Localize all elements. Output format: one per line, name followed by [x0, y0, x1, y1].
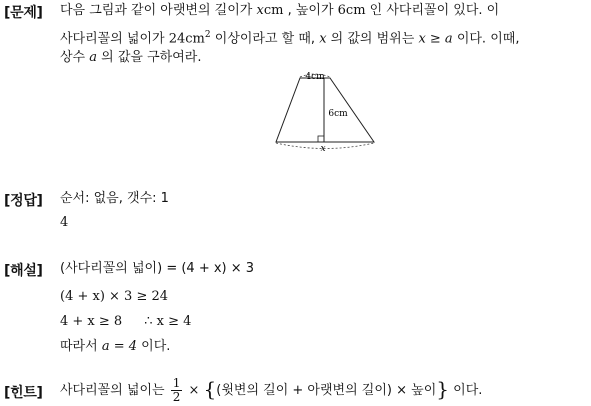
- answer-label: [정답]: [4, 193, 43, 209]
- right-angle-mark: [318, 136, 324, 142]
- trapezoid-shape: [276, 78, 374, 142]
- trapezoid-figure: [272, 70, 378, 152]
- problem-line-3: 상수 a 의 값을 구하여라.: [60, 50, 202, 65]
- problem-line-1: 다음 그림과 같이 아랫변의 길이가 xcm , 높이가 6cm 인 사다리꼴이 있다. 이: [60, 3, 500, 18]
- hint-label: [힌트]: [4, 385, 43, 401]
- top-label: 4cm: [305, 72, 325, 82]
- height-label: 6cm: [328, 109, 348, 119]
- answer-line-1: 순서: 없음, 갯수: 1: [60, 191, 169, 206]
- problem-line-2: 사다리꼴의 넓이가 $24cm^2$ 이상이라고 할 때, x 의 값의 범위는 x ≥ a 이다. 이때,: [60, 30, 520, 47]
- solution-line-4: 따라서 a = 4 이다.: [60, 339, 171, 354]
- solution-line-2: (4 + x) × 3 ≥ 24: [60, 289, 169, 304]
- solution-line-3: 4 + x ≥ 8 ∴ x ≥ 4: [60, 314, 192, 329]
- answer-line-2: 4: [60, 215, 69, 230]
- solution-label: [해설]: [4, 263, 43, 279]
- bottom-label: x: [320, 144, 326, 152]
- hint-fraction: $\frac{1}{2}$: [172, 376, 181, 404]
- hint-line: 사다리꼴의 넓이는 $\frac{1}{2}$ × {(윗변의 길이 + 아랫변의 길이) × 높이} 이다.: [60, 376, 483, 404]
- solution-line-1: (사다리꼴의 넓이) = (4 + x) × 3: [60, 261, 255, 276]
- problem-label: [문제]: [4, 5, 43, 21]
